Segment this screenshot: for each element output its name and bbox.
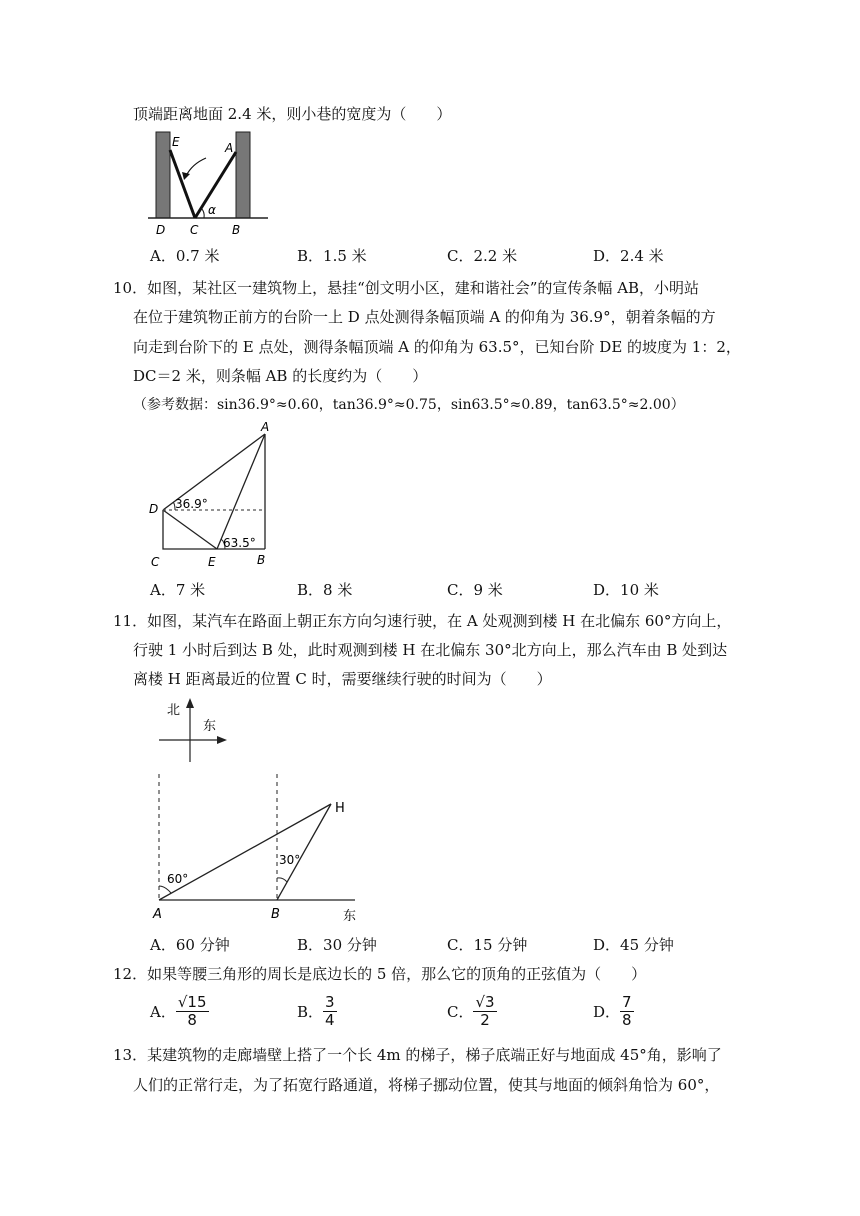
q11-option-d: D．45 分钟 [593, 936, 674, 954]
q11-compass-north: 北 [167, 703, 181, 718]
q9-label-c: C [190, 223, 199, 237]
q11-label-a: A [153, 907, 162, 922]
q9-figure [148, 128, 273, 240]
q10-line-3: 向走到台阶下的 E 点处，测得条幅顶端 A 的仰角为 63.5°，已知台阶 DE 的坡度为 1：2， [133, 338, 741, 356]
q11-label-b: B [271, 907, 280, 922]
q10-label-a: A [261, 420, 270, 434]
q9-option-d: D．2.4 米 [593, 247, 664, 265]
q12-option-c: C． $\frac{√3}{2}$ [447, 993, 495, 1029]
q10-label-d: D [149, 502, 159, 516]
q9-option-a: A．0.7 米 [150, 247, 220, 265]
q9-options [150, 245, 750, 267]
q10-option-d: D．10 米 [593, 581, 659, 599]
q12-option-c-fraction: $\frac{√3}{2}$ [475, 993, 495, 1029]
q9-option-c: C．2.2 米 [447, 247, 518, 265]
q10-label-b: B [257, 553, 266, 567]
q9-label-e: E [172, 135, 180, 149]
q12-option-b: B． $\frac{3}{4}$ [297, 993, 335, 1029]
q11-label-h: H [335, 801, 345, 816]
q10-figure [145, 418, 280, 573]
q12-line: 12．如果等腰三角形的周长是底边长的 5 倍，那么它的顶角的正弦值为（ ） [113, 965, 647, 983]
q13-line-1: 13．某建筑物的走廊墙壁上搭了一个长 4m 的梯子，梯子底端正好与地面成 45°角，影响了 [113, 1046, 722, 1064]
q11-option-a: A．60 分钟 [150, 936, 230, 954]
q11-figure [145, 696, 370, 928]
q11-angle-30: 30° [279, 853, 301, 867]
q13-line-2: 人们的正常行走，为了拓宽行路通道，将梯子挪动位置，使其与地面的倾斜角恰为 60°， [133, 1076, 720, 1094]
q11-compass-east: 东 [203, 719, 217, 734]
q11-axis-east: 东 [343, 909, 357, 924]
q11-option-c: C．15 分钟 [447, 936, 528, 954]
q9-text: 顶端距离地面 2.4 米，则小巷的宽度为（ ） [133, 105, 452, 123]
q11-angle-60: 60° [167, 872, 189, 886]
q12-option-d: D． $\frac{7}{8}$ [593, 993, 632, 1029]
q9-label-d: D [156, 223, 166, 237]
q11-line-1: 11．如图，某汽车在路面上朝正东方向匀速行驶，在 A 处观测到楼 H 在北偏东 60°方向上， [113, 612, 732, 630]
q10-reference-data: （参考数据：sin36.9°≈0.60，tan36.9°≈0.75，sin63.5°≈0.89，tan63.5°≈2.00） [133, 397, 685, 413]
q11-option-b: B．30 分钟 [297, 936, 377, 954]
q9-label-alpha: α [208, 203, 216, 217]
q10-label-c: C [151, 555, 160, 569]
q10-line-2: 在位于建筑物正前方的台阶一上 D 点处测得条幅顶端 A 的仰角为 36.9°，朝着条幅的方 [133, 308, 716, 326]
q11-options [150, 934, 750, 956]
q11-line-3: 离楼 H 距离最近的位置 C 时，需要继续行驶的时间为（ ） [133, 670, 552, 688]
q10-option-a: A．7 米 [150, 581, 206, 599]
q10-line-4: DC＝2 米，则条幅 AB 的长度约为（ ） [133, 367, 428, 385]
q9-label-b: B [232, 223, 241, 237]
q12-options [150, 994, 750, 1036]
q12-option-a: A． $\frac{√15}{8}$ [150, 993, 207, 1029]
q10-line-1: 10．如图，某社区一建筑物上，悬挂“创文明小区，建和谐社会”的宣传条幅 AB，小明站 [113, 279, 700, 297]
q10-option-c: C．9 米 [447, 581, 503, 599]
q10-angle-36-9: 36.9° [175, 497, 208, 511]
q9-option-b: B．1.5 米 [297, 247, 367, 265]
q12-option-a-fraction: $\frac{√15}{8}$ [177, 993, 207, 1029]
q9-label-a: A [225, 141, 234, 155]
q10-label-e: E [208, 555, 216, 569]
q10-option-b: B．8 米 [297, 581, 353, 599]
q10-angle-63-5: 63.5° [223, 536, 256, 550]
q11-line-2: 行驶 1 小时后到达 B 处，此时观测到楼 H 在北偏东 30°北方向上，那么汽车由 B 处到达 [133, 641, 728, 659]
q12-option-d-fraction: $\frac{7}{8}$ [622, 993, 632, 1029]
q12-option-b-fraction: $\frac{3}{4}$ [325, 993, 335, 1029]
q10-options [150, 579, 750, 601]
